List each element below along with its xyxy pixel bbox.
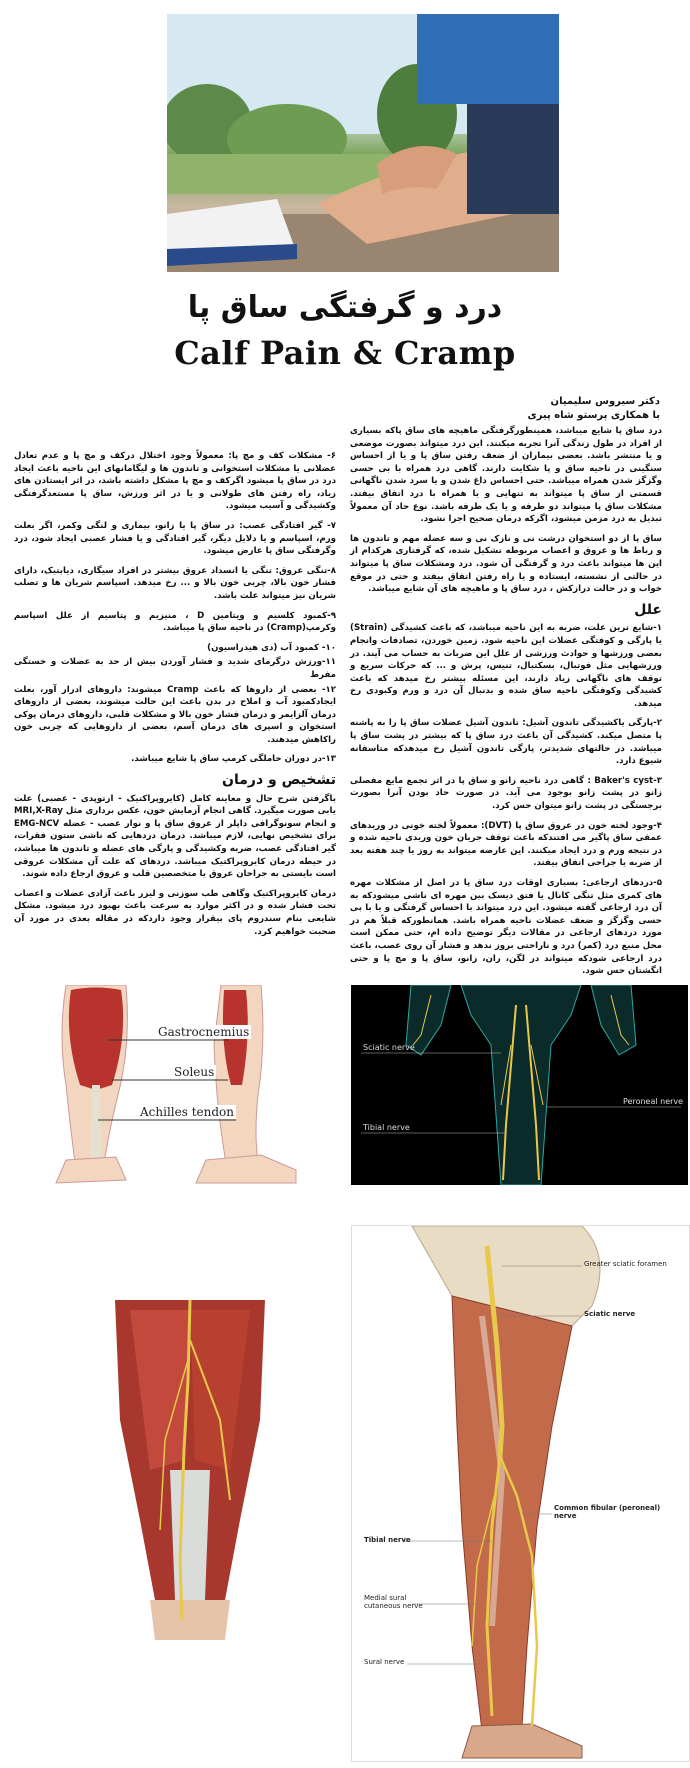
cause-item-9: ۹-کمبود کلسیم و ویتامین D ، منیزیم و پتاسیم از علل اسپاسم وکرمپ(Cramp) در ناحیه ساق پا میباشد.: [14, 610, 337, 634]
anatomy-paragraph: ساق پا از دو استخوان درشت نی و نازک نی و سه عضله مهم و تاندون ها و رباط ها و عروق و اعصاب مربوطه تشکیل شده، که گرفتاری هرکدام از این ها میتواند باعث درد و گرفتگی آن شود. درد ومشکلات ساق پا میتواند در حالتی از نشسته، ایستاده و یا راه رفتن اتفاق بیفتد و حتی در موقع خواب و در حالت درازکش ، درد ساق پا و ماهیچه های آن شایع میباشد.: [350, 533, 662, 595]
cause-item-3: ۳-Baker's cyst : گاهی درد ناحیه زانو و ساق پا در اثر تجمع مایع مفصلی زانو در پشت زانو بوجود می آید. در صورت حاد بودن آنرا بصورت برجستگی در پشت زانو میتوان حس کرد.: [350, 775, 662, 812]
intro-paragraph: درد ساق پا شایع میباشد، همینطورگرفتگی ماهیچه های ساق پاکه بسیاری از افراد در طول زندگی آنرا تجربه میکنند. این درد میتواند بصورت موضعی و یا منتشر باشد. بعضی بیماران از ضعف رفتن ساق پا و یا از احساس سنگینی در ناحیه ساق و پا شکایت دارند. گاهی درد همراه با بی حسی وگزگز شدن همراه میباشد. حتی احساس داغ شدن و یا سرد شدن ناگهانی قسمتی از ساق پا میتواند به تنهایی و یا همراه با درد اتفاق بیفتد. مشکلات ساق پا میتواند دو طرفه و یا یک طرفه باشد. نوع حاد آن معمولاً تبدیل به درد مزمن میشود، اگرکه درمان صحیح اجرا نشود.: [350, 426, 662, 525]
cause-item-7: ۷- گیر افتادگی عصب: در ساق پا یا زانو، بیماری و لنگی وکمر، اگر بعلت ورم، اسپاسم و یا دلایل دیگر، گیر افتادگی و یا فشار عصبی ایجاد شود، درد وگرفتگی ساق پا عارض میشود.: [14, 520, 336, 557]
authors-block: [360, 395, 660, 423]
causes-heading: علل: [634, 601, 662, 618]
label-sciatic-nerve-anatomy: Sciatic nerve: [584, 1310, 636, 1318]
cause-item-2: ۲-پارگی یاکشیدگی تاندون آشیل: تاندون آشیل عضلات ساق پا را به پاشنه پا متصل میکند. کشیدگی آن باعث درد ساق پا که بیشتر در پشت ساق پا میباشد. در حالتهای شدیدتر، پارگی تاندون آشیل رخ میدهدکه متاسفانه شیوع دارد.: [350, 718, 662, 767]
page-title-en: Calf Pain & Cramp: [174, 334, 516, 372]
cause-item-11: ۱۱-ورزش درگرمای شدید و فشار آوردن بیش از حد به عضلات و خستگی مفرط: [14, 657, 336, 680]
label-greater-sciatic-foramen: Greater sciatic foramen: [584, 1260, 667, 1268]
label-sural-nerve: Sural nerve: [364, 1658, 405, 1666]
cause-item-13: ۱۳-در دوران حاملگی کرمپ ساق پا شایع میباشد.: [131, 754, 336, 765]
label-common-fibular-nerve: Common fibular (peroneal) nerve: [554, 1504, 661, 1520]
page-title-fa: درد و گرفتگی ساق پا: [187, 290, 503, 325]
diagnosis-heading: تشخیص و درمان: [222, 772, 336, 789]
cause-item-4: ۴-وجود لخته خون در عروق ساق پا (DVT): معمولاً لخته خونی در وریدهای عمقی ساق پاگیر می افتندکه باعث توقف جریان خون وریدی ناحیه شده و در نتیجه ورم و درد ایجاد میکنند. این عارضه میتواند به روز یا چند هفته بعد از ضربه یا جراحی اتفاق بیفتد.: [350, 820, 662, 869]
label-sciatic-nerve: Sciatic nerve: [363, 1043, 415, 1052]
calf-nerves-rear-figure: [110, 1300, 270, 1650]
author-name: دکتر سیروس سلیمیان: [550, 396, 660, 407]
label-achilles: Achilles tendon: [140, 1105, 234, 1119]
label-medial-sural-cutaneous-nerve: Medial sural cutaneous nerve: [364, 1594, 423, 1610]
article-column-right: [350, 425, 662, 985]
cause-item-10: ۱۰- کمبود آب (دی هیدراسیون): [207, 642, 336, 653]
cause-item-8: ۸-تنگی عروق: تنگی یا انسداد عروق بیشتر در افراد سیگاری، دیابتیک، دارای فشار خون بالا، چربی خون بالا و ... رخ میدهد. اسپاسم شریان ها و تصلب شریان نیز میتواند علت باشد.: [14, 565, 336, 601]
nerves-dark-figure: [351, 985, 688, 1185]
cause-item-12: ۱۲- بعضی از داروها که باعث Cramp میشوند: داروهای ادرار آور، بعلت ایجادکمبود آب و املاح در بدن باعث این حالت میشوند، بعضی از داروهای درمان آلزایمر و درمان فشار خون بالا و مشکلات قلبی، داروهای درمان پوکی استخوان و اسپری های درمان آسم، بعضی از داروهایی که چربی خون راکاهش میدهند.: [14, 684, 336, 745]
sciatic-nerve-anatomy-figure: [351, 1225, 690, 1762]
label-peroneal-nerve: Peroneal nerve: [623, 1097, 684, 1106]
article-column-left: [14, 450, 336, 945]
header-photo: [167, 14, 559, 272]
cause-item-6: ۶- مشکلات کف و مچ پا: معمولاً وجود اختلال درکف و مچ پا و عدم تعادل عضلانی یا مشکلات استخوانی و تاندون ها و لیگامانهای این ناحیه باعث ایجاد درد در ساق پا میشود اگرکف و مچ پا مشکل داشته باشد، در اثر ایستادن های زیاد، راه رفتن های طولانی و یا در اثر ورزش، ساق پا مستعدگرفتگی وکشیدگی و آسیب میشود.: [14, 451, 336, 512]
cause-item-1: ۱-شایع ترین علت، ضربه به این ناحیه میباشد، که باعث کشیدگی (Strain) یا پارگی و کوفتگی عضلات این ناحیه شود. زمین خوردن، تصادفات وانجام بعضی ورزشها و حوادث ورزشی از علل این ضربات به حساب می آیند. در ورزشهایی مثل فوتبال، بسکتبال، تنیس، پرش و ... که حرکات سریع و توقف های ناگهانی زیاد دارند، این مسئله بیشتر رخ میدهد که باعث کشیدگی وکوفتگی ناحیه ساق شده و بدنبال آن درد و ورم وکبودی رخ میدهد.: [350, 623, 662, 709]
calf-muscles-figure: [46, 985, 346, 1185]
diagnosis-paragraph-2: درمان کایروپراکتیک وگاهی طب سوزنی و لیزر باعث آزادی عضلات و اعصاب تحت فشار شده و در اکثر موارد به سرعت باعث بهبود درد میشود. مشکل شایعی بنام سندروم پای بیقرار وجود داردکه در مقاله بعدی در مورد آن صحبت خواهیم کرد.: [14, 888, 336, 937]
author-collab: با همکاری پرستو شاه پیری: [527, 410, 660, 421]
label-tibial-nerve: Tibial nerve: [363, 1123, 410, 1132]
cause-item-5: ۵-دردهای ارجاعی: بسیاری اوقات درد ساق پا در اصل از مشکلات مهره های کمری مثل تنگی کانال یا فتق دیسک بین مهره ای ناشی میشودکه به آن درد ارجاعی گفته میشود. این درد میتواند با احساس گرفتگی و یا با بی حسی وگزگز و ضعف عضلات ناحیه همراه باشد. همانطورکه قبلاً هم در مورد دردهای ارجاعی در مقالات دیگر توضیح داده ام، حتی ممکن است محل منبع درد (کمر) درد و ناراحتی بروز ندهد و فشار آن روی عصب، باعث درد ارجاعی شودکه میتواند در لگن، ران، زانو، ساق پا و مچ پا و حتی انگشتان حس شود.: [350, 878, 662, 977]
label-tibial-nerve-anatomy: Tibial nerve: [364, 1536, 411, 1544]
diagnosis-paragraph-1: باگرفتن شرح حال و معاینه کامل (کایروپراکتیک - ارتوپدی - عصبی) علت یابی صورت میگیرد. گاهی انجام آزمایش خون، عکس برداری مثل MRI,X-Ray و انجام سونوگرافی داپلر از عروق ساق پا و نوار عصب - عضله EMG-NCV برای تشخیص نهایی، لازم میباشد. درمان دردهایی که ناشی ستون فقرات، گیر افتادگی عصب، ضربه وکشیدگی و پارگی های عضله و تاندون ها میباشد، در حیطه درمان کایروپراکتیک میباشد. دردهای که علت آن مشکلات عروقی است بایستی به جراحان عروق یا متخصصین قلب و عروق ارجاع داده شوند.: [14, 793, 336, 880]
label-gastrocnemius: Gastrocnemius: [158, 1025, 250, 1039]
label-soleus: Soleus: [174, 1065, 215, 1079]
